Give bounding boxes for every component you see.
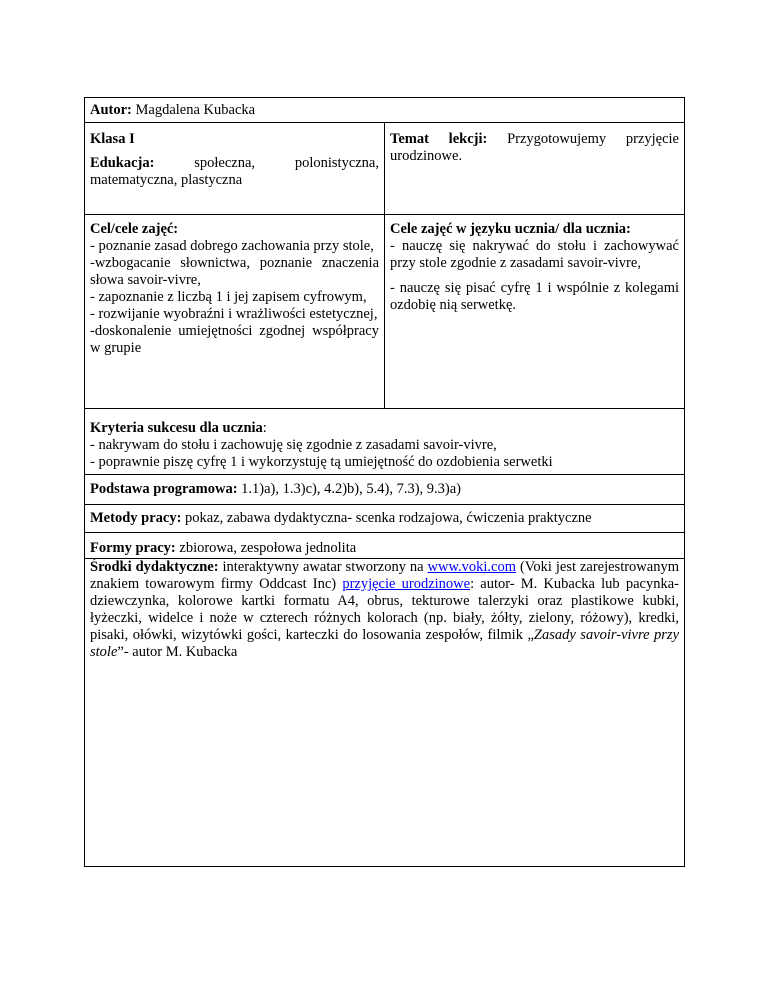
success-criteria-item: - poprawnie piszę cyfrę 1 i wykorzystuję tą umiejętność do ozdobienia serwetki — [90, 454, 553, 470]
class-topic-row — [85, 123, 684, 215]
goals-item: - zapoznanie z liczbą 1 i jej zapisem cyfrowym, — [90, 289, 367, 305]
birthday-party-link[interactable]: przyjęcie urodzinowe — [342, 576, 471, 592]
student-goals-label: Cele zajęć w języku ucznia/ dla ucznia: — [390, 221, 631, 237]
methods-label: Metody pracy: — [90, 510, 182, 526]
forms-label: Formy pracy: — [90, 540, 176, 556]
curriculum-row — [85, 475, 684, 505]
methods-row — [85, 505, 684, 533]
goals-row — [85, 215, 684, 409]
means-text-3: : autor- M. Kubacka lub pacynka- dziewczynka, kolorowe kartki formatu A4, obrus, tekturowe talerzyki oraz plastikowe kubki, łyżeczki, widelce i noże w czterech różnych kolorach (np. biały, żółty, zielony, różowy), kredki, pisaki, ołówki, wizytówki gości, karteczki do losowania zespołów, filmik „ — [90, 576, 679, 643]
education-label: Edukacja: — [90, 155, 155, 171]
class-cell — [85, 123, 385, 214]
success-criteria-colon: : — [262, 420, 267, 436]
class-label: Klasa I — [90, 131, 135, 147]
methods-value: pokaz, zabawa dydaktyczna- scenka rodzajowa, ćwiczenia praktyczne — [181, 510, 592, 526]
curriculum-label: Podstawa programowa: — [90, 481, 238, 497]
means-text-4: ”- autor M. Kubacka — [117, 644, 238, 660]
goals-item: -wzbogacanie słownictwa, poznanie znaczenia słowa savoir-vivre, — [90, 255, 379, 288]
curriculum-value: 1.1)a), 1.3)c), 4.2)b), 5.4), 7.3), 9.3)a) — [237, 481, 462, 497]
forms-value: zbiorowa, zespołowa jednolita — [175, 540, 357, 556]
student-goals-item: - nauczę się pisać cyfrę 1 i wspólnie z kolegami ozdobię nią serwetkę. — [390, 280, 679, 313]
success-criteria-label: Kryteria sukcesu dla ucznia — [90, 420, 263, 436]
film-title: Zasady savoir-vivre przy stole — [90, 627, 680, 660]
author-row — [85, 98, 684, 123]
means-label: Środki dydaktyczne: — [90, 559, 219, 575]
goals-item: - poznanie zasad dobrego zachowania przy stole, — [90, 238, 374, 254]
means-row — [85, 559, 684, 866]
forms-row — [85, 533, 684, 559]
author-value: Magdalena Kubacka — [131, 102, 256, 118]
means-text-2: (Voki jest zarejestrowanym znakiem towarowym firmy Oddcast Inc) — [90, 559, 679, 592]
topic-label: Temat lekcji: — [390, 131, 488, 147]
student-goals-cell — [385, 215, 684, 408]
goals-item: - rozwijanie wyobraźni i wrażliwości estetycznej, — [90, 306, 378, 322]
means-text-1: interaktywny awatar stworzony na — [218, 559, 428, 575]
goals-item: -doskonalenie umiejętności zgodnej współpracy w grupie — [90, 323, 379, 356]
education-text — [90, 155, 379, 189]
success-criteria-heading — [90, 420, 679, 437]
goals-cell — [85, 215, 385, 408]
topic-cell — [385, 123, 684, 214]
goals-label: Cel/cele zajęć: — [90, 221, 179, 237]
success-criteria-row — [85, 409, 684, 475]
education-value: społeczna, polonistyczna, matematyczna, plastyczna — [90, 155, 379, 188]
topic-value: Przygotowujemy przyjęcie urodzinowe. — [390, 131, 679, 164]
success-criteria-item: - nakrywam do stołu i zachowuję się zgodnie z zasadami savoir-vivre, — [90, 437, 497, 453]
voki-link[interactable]: www.voki.com — [427, 559, 517, 575]
student-goals-item: - nauczę się nakrywać do stołu i zachowywać przy stole zgodnie z zasadami savoir-vivre, — [390, 238, 679, 271]
author-label: Autor: — [90, 102, 132, 118]
lesson-plan-table — [84, 97, 685, 867]
